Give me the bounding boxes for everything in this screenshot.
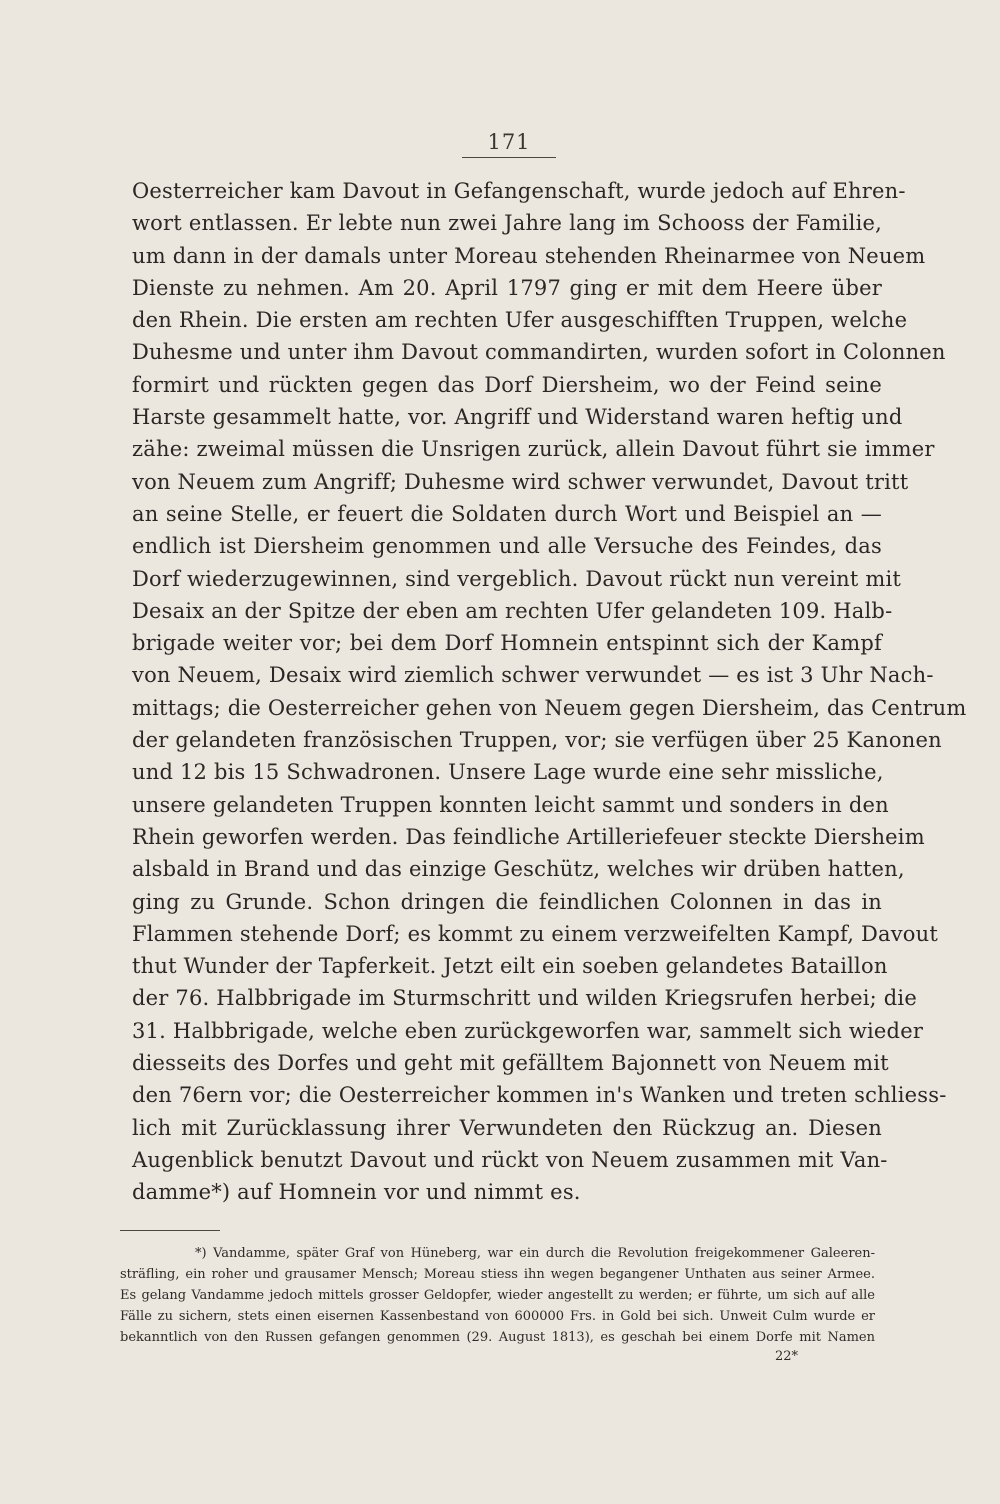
text-line: um dann in der damals unter Moreau stehenden Rheinarmee von Neuem (132, 243, 926, 268)
text-line: formirt und rückten gegen das Dorf Diersheim, wo der Feind seine (132, 372, 882, 397)
text-line: endlich ist Diersheim genommen und alle Versuche des Feindes, das (132, 534, 882, 559)
text-line: brigade weiter vor; bei dem Dorf Homnein entspinnt sich der Kampf (132, 631, 882, 656)
text-line: Augenblick benutzt Davout und rückt von Neuem zusammen mit Van- (132, 1147, 888, 1172)
text-line: Rhein geworfen werden. Das feindliche Artilleriefeuer steckte Diersheim (132, 824, 925, 849)
text-line: zähe: zweimal müssen die Unsrigen zurück, allein Davout führt sie immer (132, 437, 935, 462)
main-text (132, 175, 967, 1209)
text-line: Desaix an der Spitze der eben am rechten Ufer gelandeten 109. Halb- (132, 598, 893, 623)
text-line: der 76. Halbbrigade im Sturmschritt und wilden Kriegsrufen herbei; die (132, 986, 917, 1011)
text-line: der gelandeten französischen Truppen, vor; sie verfügen über 25 Kanonen (132, 728, 942, 753)
text-line: ging zu Grunde. Schon dringen die feindlichen Colonnen in das in (132, 889, 882, 914)
text-line: Oesterreicher kam Davout in Gefangenschaft, wurde jedoch auf Ehren- (132, 179, 906, 203)
text-line: von Neuem, Desaix wird ziemlich schwer verwundet — es ist 3 Uhr Nach- (132, 663, 934, 688)
text-line: von Neuem zum Angriff; Duhesme wird schwer verwundet, Davout tritt (132, 469, 909, 494)
text-line: unsere gelandeten Truppen konnten leicht sammt und sonders in den (132, 792, 889, 817)
text-line: alsbald in Brand und das einzige Geschütz, welches wir drüben hatten, (132, 857, 905, 882)
text-line: Flammen stehende Dorf; es kommt zu einem verzweifelten Kampf, Davout (132, 921, 938, 946)
text-line: damme*) auf Homnein vor und nimmt es. (132, 1180, 581, 1205)
page-number: 171 (487, 130, 531, 154)
footnote-line: Fälle zu sichern, stets einen eisernen Kassenbestand von 600000 Frs. in Gold bei sich. Unweit Culm wurde er (120, 1309, 875, 1324)
footnote-line: sträfling, ein roher und grausamer Mensch; Moreau stiess ihn wegen begangener Unthaten aus seiner Armee. (120, 1267, 875, 1282)
text-line: lich mit Zurücklassung ihrer Verwundeten den Rückzug an. Diesen (132, 1115, 882, 1140)
footnote-line: bekanntlich von den Russen gefangen genommen (29. August 1813), es geschah bei einem Dorfe mit Namen (120, 1330, 875, 1345)
text-line: Duhesme und unter ihm Davout commandirten, wurden sofort in Colonnen (132, 340, 946, 365)
text-line: den Rhein. Die ersten am rechten Ufer ausgeschifften Truppen, welche (132, 308, 908, 333)
text-line: thut Wunder der Tapferkeit. Jetzt eilt ein soeben gelandetes Bataillon (132, 954, 888, 979)
footnote-rule (120, 1230, 220, 1231)
printer-signature-mark: 22* (775, 1349, 799, 1364)
text-line: an seine Stelle, er feuert die Soldaten durch Wort und Beispiel an — (132, 501, 882, 526)
footnote-line: *) Vandamme, später Graf von Hüneberg, war ein durch die Revolution freigekommener Galeeren- (195, 1246, 875, 1261)
text-line: mittags; die Oesterreicher gehen von Neuem gegen Diersheim, das Centrum (132, 695, 967, 720)
text-line: Dienste zu nehmen. Am 20. April 1797 ging er mit dem Heere über (132, 275, 882, 300)
text-line: den 76ern vor; die Oesterreicher kommen in's Wanken und treten schliess- (132, 1083, 947, 1108)
text-line: Dorf wiederzugewinnen, sind vergeblich. Davout rückt nun vereint mit (132, 566, 902, 591)
text-line: wort entlassen. Er lebte nun zwei Jahre lang im Schooss der Familie, (132, 211, 882, 236)
text-line: und 12 bis 15 Schwadronen. Unsere Lage wurde eine sehr missliche, (132, 760, 884, 785)
footnote-line: Es gelang Vandamme jedoch mittels grosser Geldopfer, wieder angestellt zu werden; er führte, um sich auf alle (120, 1288, 875, 1303)
footnote (120, 1243, 875, 1348)
text-line: 31. Halbbrigade, welche eben zurückgeworfen war, sammelt sich wieder (132, 1018, 924, 1043)
text-line: diesseits des Dorfes und geht mit gefälltem Bajonnett von Neuem mit (132, 1051, 889, 1076)
page-number-rule (462, 157, 556, 158)
text-line: Harste gesammelt hatte, vor. Angriff und Widerstand waren heftig und (132, 405, 903, 430)
